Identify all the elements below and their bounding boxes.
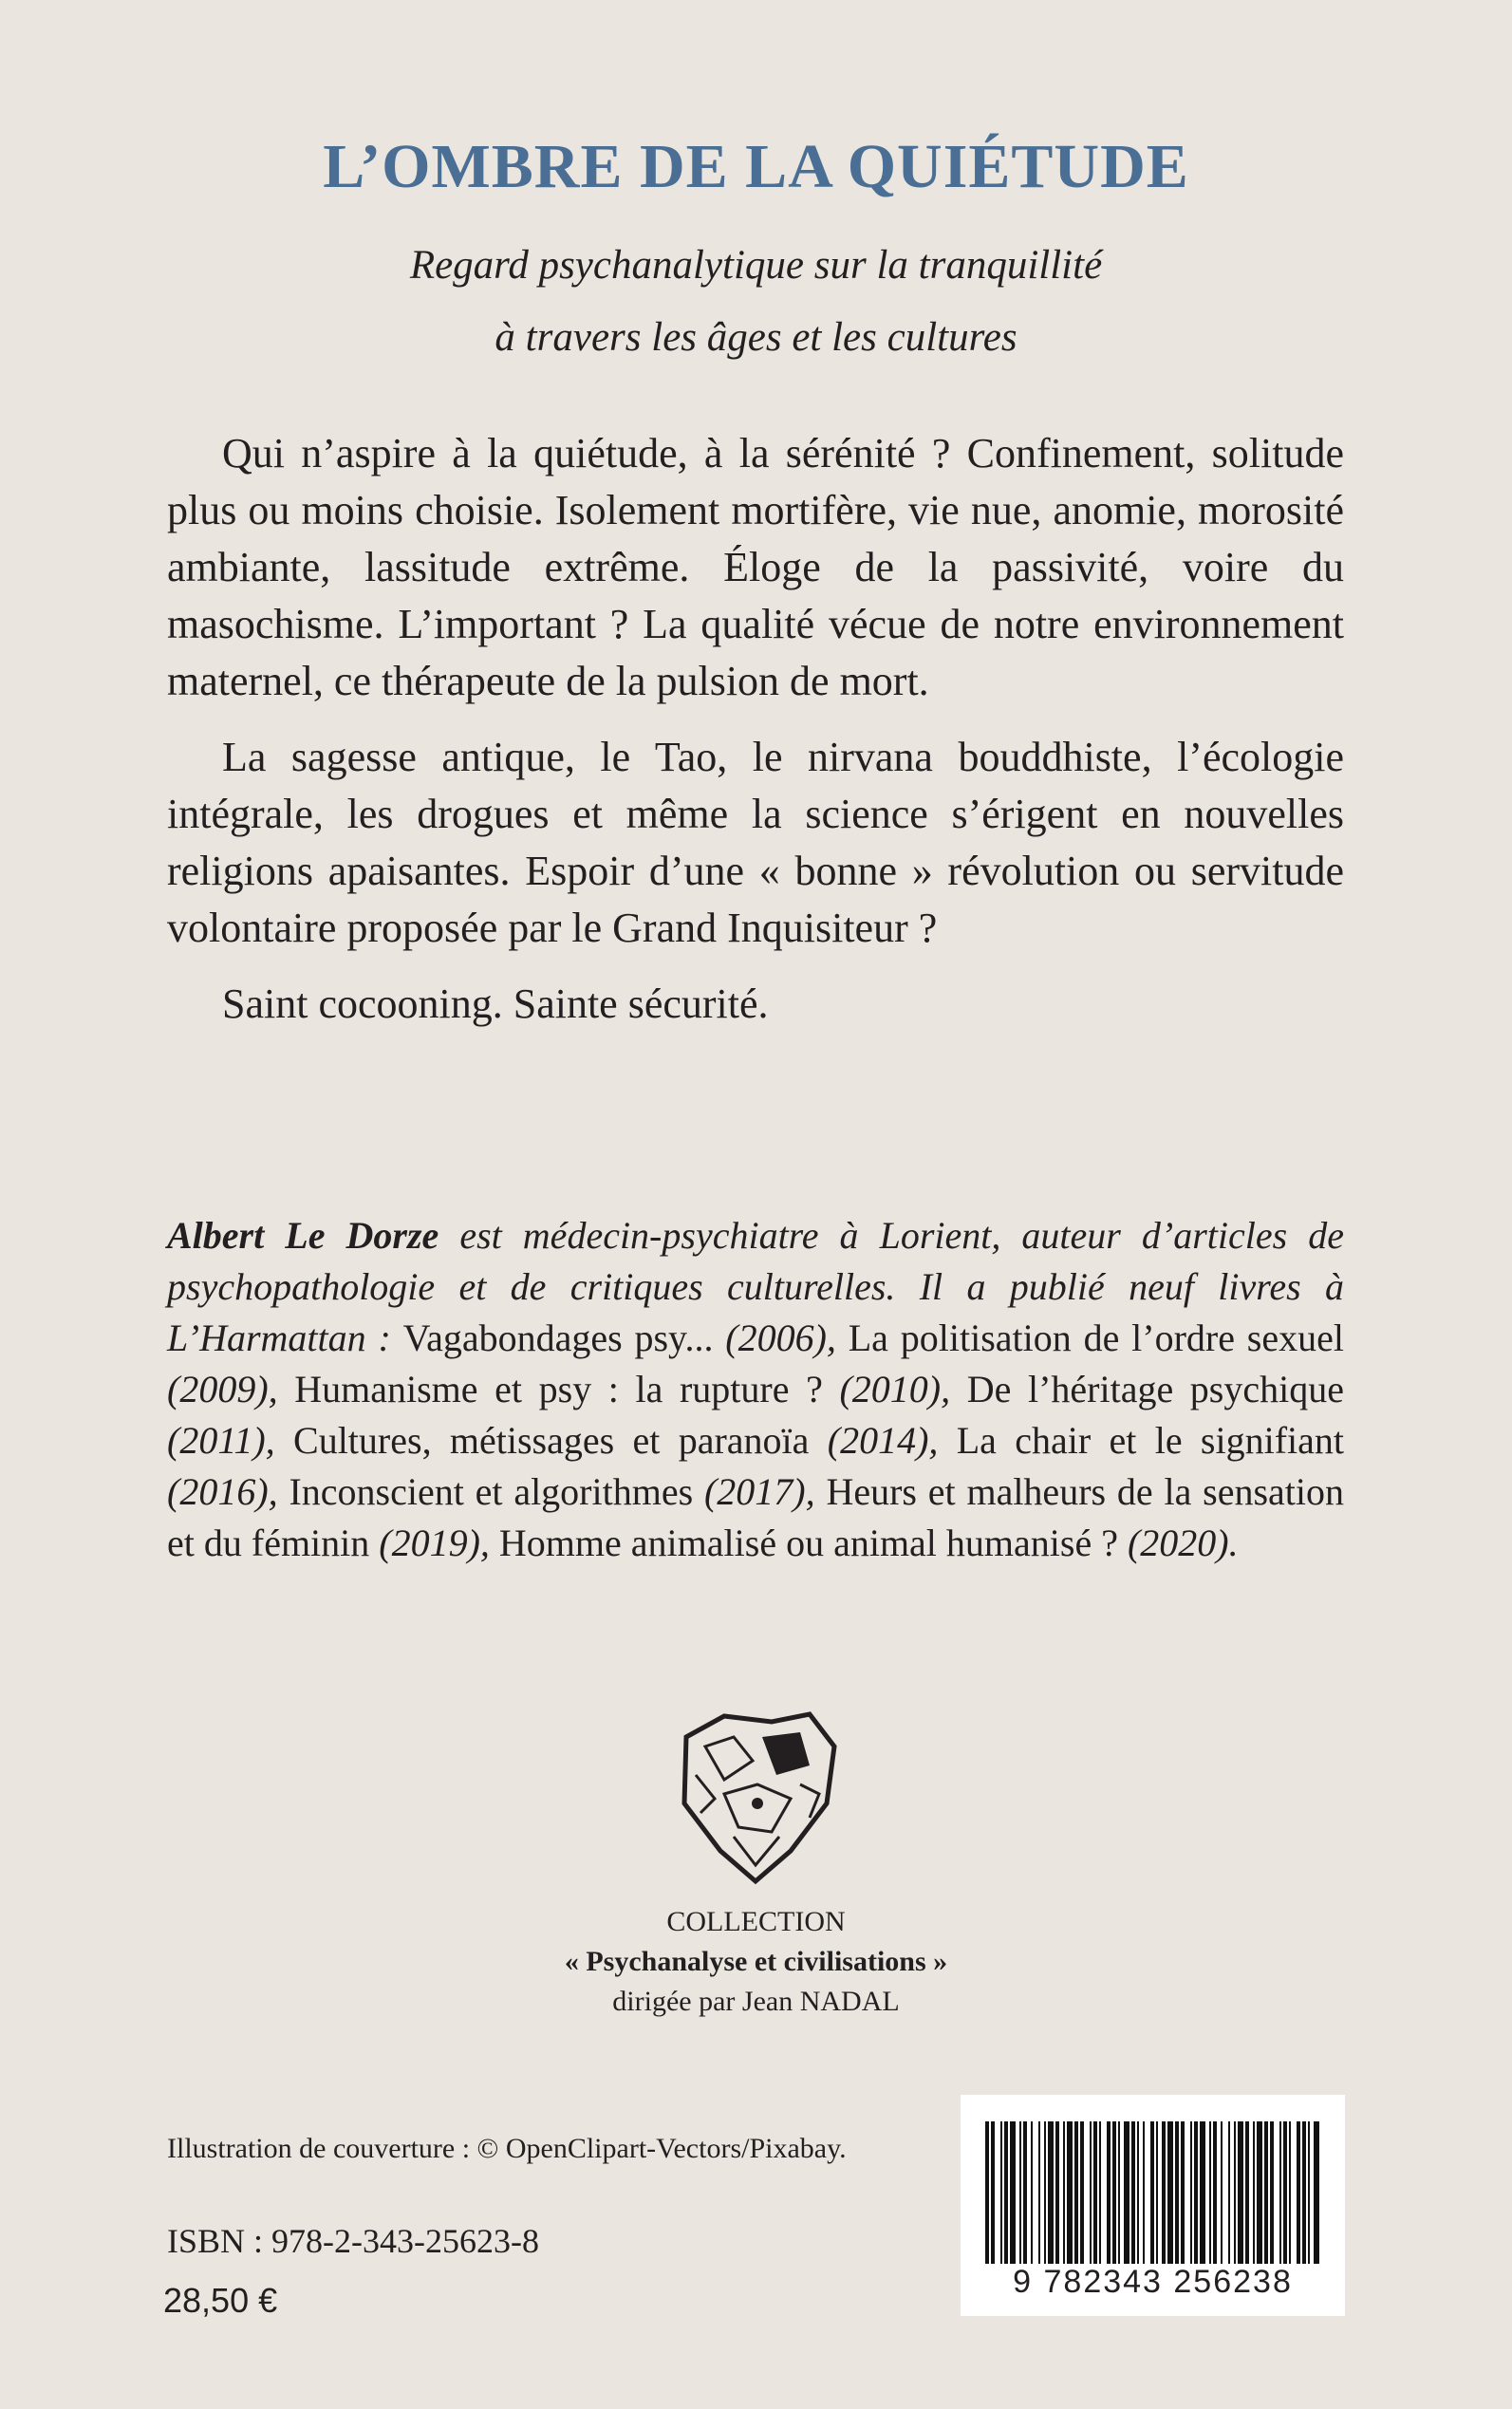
book-title-9: Homme animalisé ou animal humanisé ?	[498, 1522, 1118, 1564]
collection-emblem-icon	[667, 1709, 844, 1885]
price: 28,50 €	[163, 2281, 278, 2320]
book-subtitle	[0, 230, 1512, 374]
book-year-9: (2020).	[1117, 1522, 1239, 1564]
book-title-7: Inconscient et algorithmes	[289, 1470, 694, 1513]
book-title-6: La chair et le signifiant	[956, 1419, 1345, 1462]
collection-label: COLLECTION	[666, 1906, 846, 1937]
barcode	[961, 2095, 1345, 2316]
collection-director: dirigée par Jean NADAL	[612, 1986, 900, 2017]
barcode-bars	[983, 2121, 1322, 2264]
book-title-5: Cultures, métissages et paranoïa	[293, 1419, 810, 1462]
book-title-2: La politisation de l’ordre sexuel	[848, 1317, 1344, 1359]
book-year-3: (2010),	[822, 1368, 967, 1410]
blurb-paragraph-3: Saint cocooning. Sainte sécurité.	[222, 980, 769, 1027]
book-year-4: (2011),	[167, 1419, 294, 1462]
book-title-4: De l’héritage psychique	[966, 1368, 1344, 1410]
book-title-8: Heurs et malheurs de la sensation et du féminin	[167, 1470, 1344, 1564]
book-year-7: (2017),	[693, 1470, 827, 1513]
collection-name: « Psychanalyse et civilisations »	[564, 1946, 948, 1977]
author-bio	[167, 1210, 1344, 1569]
blurb	[167, 425, 1344, 1052]
book-year-8: (2019),	[369, 1522, 499, 1564]
book-title: L’OMBRE DE LA QUIÉTUDE	[323, 132, 1189, 201]
book-title-1: Vagabondages psy...	[402, 1317, 714, 1359]
blurb-paragraph-1: Qui n’aspire à la quiétude, à la sérénité ? Confinement, solitude plus ou moins choisie. Isolement mortifère, vie nue, anomie, morosité ambiante, lassitude extrême. Éloge de la passivité, voire du masochisme. L’important ? La qualité vécue de notre environnement maternel, ce thérapeute de la pulsion de mort.	[167, 430, 1344, 704]
isbn: ISBN : 978-2-343-25623-8	[167, 2222, 539, 2260]
barcode-number: 9 782343 256238	[1013, 2264, 1293, 2300]
subtitle-line-1: Regard psychanalytique sur la tranquillité	[409, 243, 1103, 288]
book-year-6: (2016),	[167, 1470, 289, 1513]
illustration-credit: Illustration de couverture : © OpenClipart-Vectors/Pixabay.	[167, 2133, 847, 2164]
collection-info	[0, 1902, 1512, 2022]
blurb-paragraph-2: La sagesse antique, le Tao, le nirvana bouddhiste, l’écologie intégrale, les drogues et même la science s’érigent en nouvelles religions apaisantes. Espoir d’une « bonne » révolution ou servitude volontaire proposée par le Grand Inquisiteur ?	[167, 734, 1344, 951]
book-year-5: (2014),	[809, 1419, 957, 1462]
book-year-2: (2009),	[167, 1368, 295, 1410]
book-title-3: Humanisme et psy : la rupture ?	[294, 1368, 823, 1410]
book-year-1: (2006),	[713, 1317, 849, 1359]
author-name: Albert Le Dorze	[167, 1214, 439, 1257]
subtitle-line-2: à travers les âges et les cultures	[495, 315, 1017, 360]
bio-intro: est médecin-psychiatre à Lorient, auteur d’articles de psychopathologie et de critiques culturelles. Il a publié neuf livres à L’Harmattan :	[167, 1214, 1345, 1359]
